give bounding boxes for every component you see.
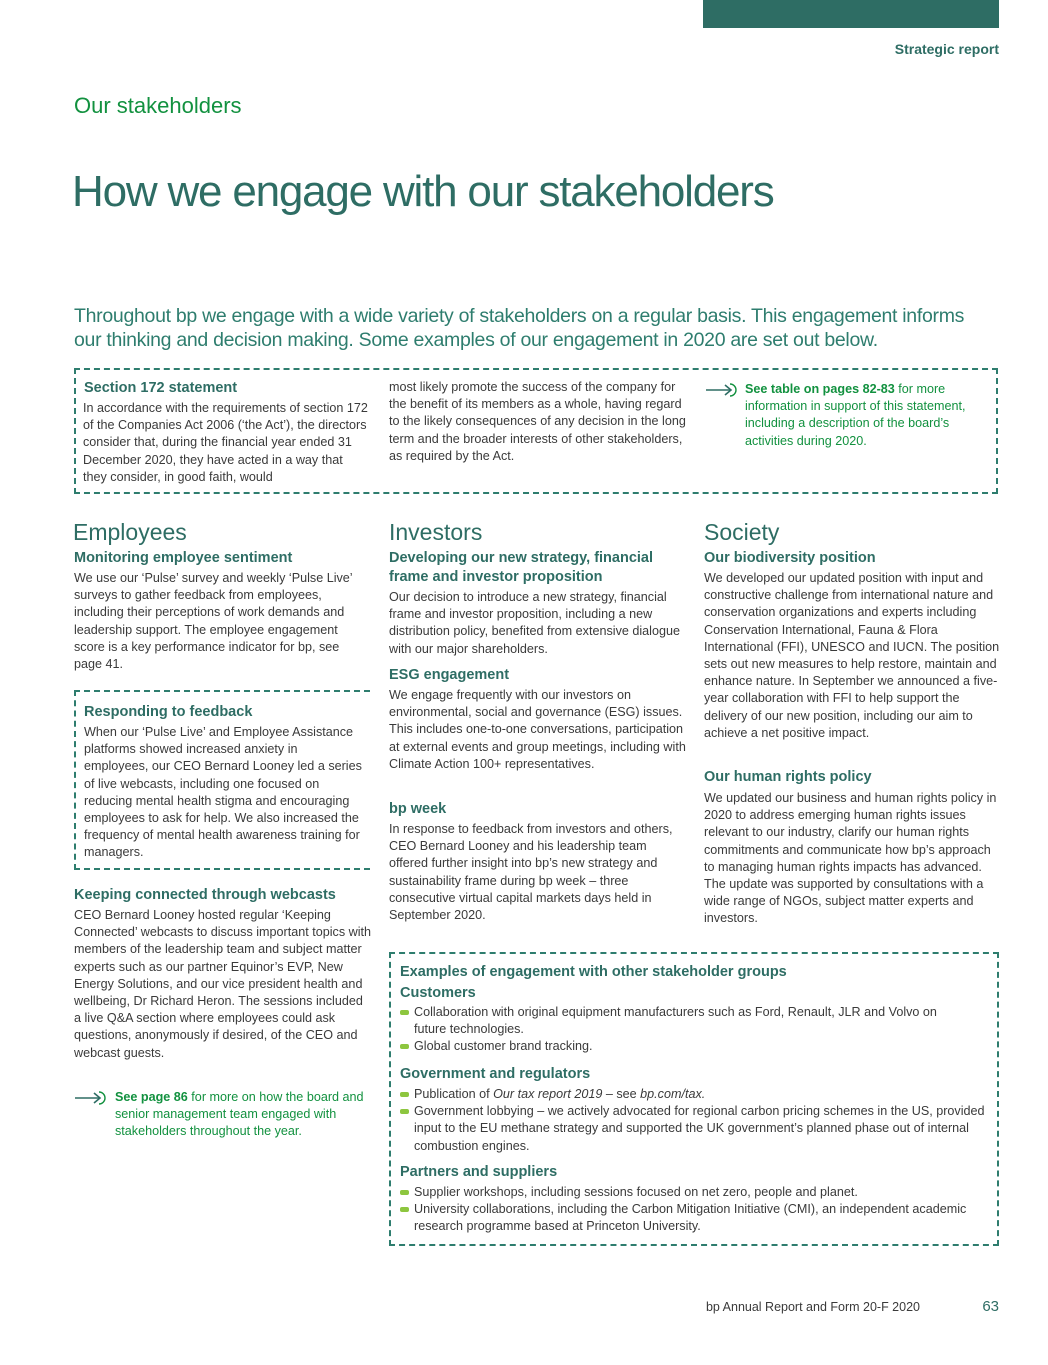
list-item	[400, 1086, 985, 1103]
society-heading: Society	[704, 519, 780, 545]
section-172-col2: most likely promote the success of the company for the benefit of its members as a whole, having regard to the likely consequences of any decision in the long term and the broader interests of other stakeholders, as required by the Act.	[389, 380, 686, 463]
kicker-heading: Our stakeholders	[74, 93, 242, 118]
page-number: 63	[982, 1298, 999, 1315]
partners-list	[400, 1184, 970, 1236]
customers-list	[400, 1004, 970, 1056]
page-title: How we engage with our stakeholders	[72, 167, 774, 216]
employees-link-rest: for more on how the board and senior management team engaged with stakeholders throughout the year.	[115, 1090, 364, 1139]
section-172-link[interactable]	[745, 381, 993, 450]
gov-item1-pre: Publication of	[414, 1087, 494, 1101]
investors-sub-bp-week: bp week	[389, 801, 447, 817]
intro-paragraph: Throughout bp we engage with a wide variety of stakeholders on a regular basis. This engagement informs our thinking and decision making. Some examples of our engagement in 2020 are set out below.	[74, 305, 965, 351]
list-item: University collaborations, including the Carbon Mitigation Initiative (CMI), an independent academic research programme based at Princeton University.	[400, 1201, 970, 1235]
society-sub-human-rights: Our human rights policy	[704, 769, 872, 785]
section-172-link-rest: for more information in support of this statement, including a description of the board’s activities during 2020.	[745, 382, 966, 448]
arrow-right-icon	[705, 381, 741, 399]
responding-feedback-text: When our ‘Pulse Live’ and Employee Assistance platforms showed increased anxiety in employees, our CEO Bernard Looney led a series of live webcasts, including one focused on reducing mental health stigma and encouraging employees to ask for help. We also increased the frequency of mental health awareness training for managers.	[84, 725, 362, 860]
investors-heading: Investors	[389, 519, 483, 545]
government-heading: Government and regulators	[400, 1066, 591, 1082]
society-paragraph-2: We updated our business and human rights policy in 2020 to address emerging human rights issues relevant to our industry, clarify our human rights commitments and communicate how bp’s approach to managing human rights impacts has advanced. The update was supported by consultations with a wide range of NGOs, subject matter experts and investors.	[704, 791, 997, 926]
partners-heading: Partners and suppliers	[400, 1164, 558, 1180]
bp-tax-link[interactable]: bp.com/tax.	[640, 1087, 706, 1101]
section-172-heading: Section 172 statement	[84, 380, 238, 396]
employees-see-page-link[interactable]	[115, 1089, 365, 1141]
top-color-bar	[703, 0, 999, 28]
investors-paragraph-2: We engage frequently with our investors on environmental, social and governance (ESG) issues. This includes one-to-one conversations, participation at external events and group meetings, including with Climate Action 100+ representatives.	[389, 688, 686, 771]
investors-paragraph-3: In response to feedback from investors and others, CEO Bernard Looney and his leadership team offered further insight into bp’s new strategy and sustainability frame during bp week – three consecutive virtual capital markets days held in September 2020.	[389, 822, 673, 923]
responding-feedback-heading: Responding to feedback	[84, 704, 253, 720]
employees-link-bold[interactable]: See page 86	[115, 1090, 188, 1104]
employees-heading: Employees	[73, 519, 187, 545]
section-label: Strategic report	[894, 41, 999, 57]
government-list	[400, 1086, 985, 1155]
footer-report-title: bp Annual Report and Form 20-F 2020	[705, 1300, 920, 1314]
other-stakeholders-heading: Examples of engagement with other stakeholder groups	[400, 964, 787, 980]
customers-heading: Customers	[400, 985, 476, 1001]
employees-paragraph-2: CEO Bernard Looney hosted regular ‘Keeping Connected’ webcasts to discuss important topics with members of the leadership team and subject matter experts such as our partner Equinor’s EVP, New Energy Solutions, and our vice president health and wellbeing, Dr Richard Heron. The sessions included a live Q&A section where employees could ask questions, anonymously if desired, of the CEO and webcast guests.	[74, 908, 372, 1060]
employees-paragraph-1: We use our ‘Pulse’ survey and weekly ‘Pulse Live’ surveys to gather feedback from employees, including their perceptions of work demands and leadership support. The employee engagement score is a key performance indicator for bp, see page 41.	[74, 571, 353, 672]
society-sub-biodiversity: Our biodiversity position	[704, 550, 876, 566]
employees-sub-monitoring: Monitoring employee sentiment	[74, 550, 293, 566]
investors-sub-esg: ESG engagement	[389, 667, 510, 683]
investors-sub-strategy: Developing our new strategy, financial frame and investor proposition	[389, 550, 654, 585]
investors-paragraph-1: Our decision to introduce a new strategy, financial frame and investor proposition, including a new distribution policy, benefited from extensive dialogue with our major shareholders.	[389, 590, 680, 656]
employees-sub-webcasts: Keeping connected through webcasts	[74, 887, 336, 903]
tax-report-title: Our tax report 2019	[493, 1087, 603, 1101]
list-item: Global customer brand tracking.	[400, 1038, 970, 1055]
list-item: Supplier workshops, including sessions focused on net zero, people and planet.	[400, 1184, 970, 1201]
gov-item1-mid: – see	[602, 1087, 641, 1101]
section-172-col1: In accordance with the requirements of section 172 of the Companies Act 2006 (‘the Act’), the directors consider that, during the financial year ended 31 December 2020, they have acted in a way that they consider, in good faith, would	[83, 401, 368, 484]
section-172-link-bold[interactable]: See table on pages 82-83	[745, 382, 895, 396]
list-item: Collaboration with original equipment manufacturers such as Ford, Renault, JLR and Volvo on future technologies.	[400, 1004, 970, 1038]
society-paragraph-1: We developed our updated position with input and constructive challenge from international nature and conservation organizations and experts including Conservation International, Fauna & Flora International (FFI), UNESCO and IUCN. The position sets out new measures to help restore, maintain and enhance nature. In September we announced a five-year collaboration with FFI to help support the delivery of our new position, including our aim to achieve a net positive impact.	[704, 571, 1000, 740]
arrow-right-icon	[74, 1089, 110, 1107]
list-item: Government lobbying – we actively advocated for regional carbon pricing schemes in the US, provided input to the EU methane strategy and supported the UK government’s planned phase out of internal combustion engines.	[400, 1103, 985, 1155]
